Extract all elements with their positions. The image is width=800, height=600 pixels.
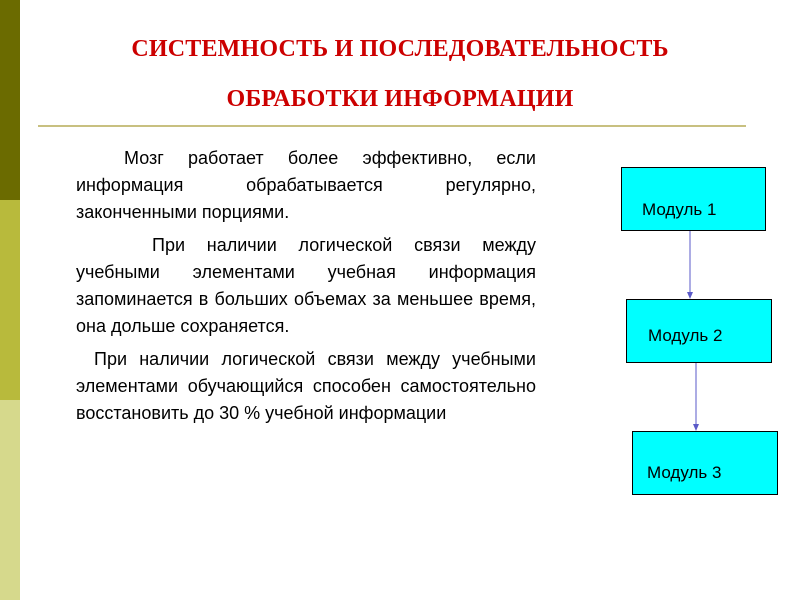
module-1-label: Модуль 1	[642, 200, 717, 219]
sidebar-segment-middle	[0, 200, 20, 400]
module-3-box	[632, 431, 778, 495]
module-3-label: Модуль 3	[647, 463, 722, 482]
paragraph-3: При наличии логической связи между учебными элементами обучающийся способен самостоятельно восстановить до 30 % учебной информации	[76, 349, 536, 423]
sidebar-decoration	[0, 0, 20, 600]
module-1-box	[621, 167, 766, 231]
title-divider	[38, 125, 746, 127]
sidebar-segment-bottom	[0, 400, 20, 600]
module-2-label: Модуль 2	[648, 326, 723, 345]
slide-title-line-2: ОБРАБОТКИ ИНФОРМАЦИИ	[226, 86, 574, 112]
paragraph-1: Мозг работает более эффективно, если информация обрабатывается регулярно, законченными порциями.	[76, 148, 536, 222]
sidebar-segment-top	[0, 0, 20, 200]
arrow-module-2-to-3	[693, 363, 699, 431]
arrow-module-1-to-2	[687, 231, 693, 299]
body-text	[76, 145, 536, 433]
paragraph-2: При наличии логической связи между учебными элементами учебная информация запоминается в больших объемах за меньшее время, она дольше сохраняется.	[76, 235, 536, 336]
module-2-box	[626, 299, 772, 363]
slide-title-line-1: СИСТЕМНОСТЬ И ПОСЛЕДОВАТЕЛЬНОСТЬ	[131, 36, 669, 62]
